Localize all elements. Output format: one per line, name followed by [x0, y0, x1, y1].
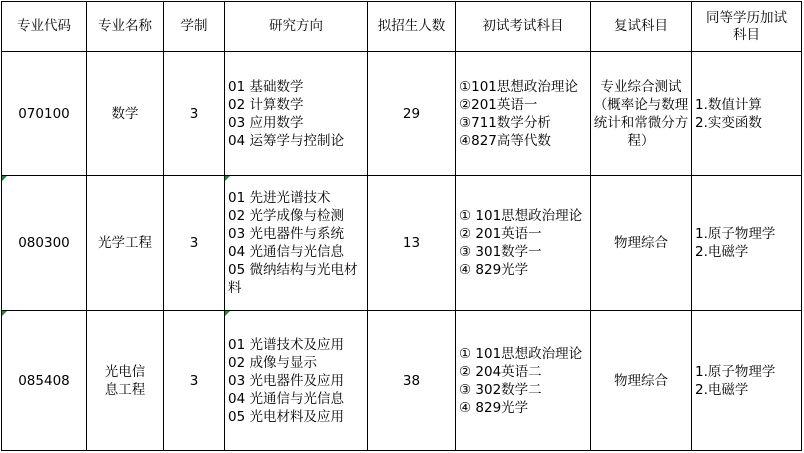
direction-item: 03 光电器件及应用 [228, 372, 344, 389]
study-years: 3 [164, 176, 225, 311]
exam-item: ①101思想政治理论 [459, 78, 578, 95]
extra-subjects [692, 311, 802, 451]
header-row [2, 2, 802, 52]
exam-item: ④ 829光学 [459, 262, 529, 278]
research-directions [225, 311, 368, 451]
retest-subject: 物理综合 [591, 311, 692, 451]
quota: 29 [368, 52, 456, 176]
exam-subjects [456, 52, 591, 176]
major-code: 085408 [2, 311, 87, 451]
major-name: 光学工程 [87, 176, 164, 311]
extra-item: 1.原子物理学 [695, 363, 776, 380]
exam-item: ②201英语一 [459, 96, 538, 113]
direction-item: 05 光电材料及应用 [228, 408, 344, 425]
direction-item: 01 基础数学 [228, 78, 304, 95]
study-years: 3 [164, 311, 225, 451]
exam-item: ② 204英语二 [459, 363, 542, 380]
header-quota: 拟招生人数 [368, 2, 456, 52]
direction-item: 01 先进光谱技术 [228, 190, 331, 206]
retest-subject: 物理综合 [591, 176, 692, 311]
direction-item: 04 运筹学与控制论 [228, 132, 344, 149]
exam-item: ① 101思想政治理论 [459, 345, 583, 362]
exam-item: ① 101思想政治理论 [459, 208, 583, 224]
table-row [2, 176, 802, 311]
research-directions [225, 176, 368, 311]
exam-item: ② 201英语一 [459, 226, 542, 242]
extra-item: 1.数值计算 [695, 96, 762, 113]
major-code: 070100 [2, 52, 87, 176]
header-retest: 复试科目 [591, 2, 692, 52]
table-row [2, 311, 802, 451]
admissions-table [1, 1, 802, 451]
study-years: 3 [164, 52, 225, 176]
major-code: 080300 [2, 176, 87, 311]
direction-item: 03 光电器件与系统 [228, 226, 344, 242]
exam-item: ③ 301数学一 [459, 244, 542, 260]
exam-item: ③711数学分析 [459, 114, 551, 131]
direction-item: 01 光谱技术及应用 [228, 336, 344, 353]
exam-subjects [456, 311, 591, 451]
header-code: 专业代码 [2, 2, 87, 52]
research-directions [225, 52, 368, 176]
direction-item: 02 光学成像与检测 [228, 208, 344, 224]
direction-item: 04 光通信与光信息 [228, 244, 344, 260]
major-name: 数学 [87, 52, 164, 176]
header-name: 专业名称 [87, 2, 164, 52]
header-exams: 初试考试科目 [456, 2, 591, 52]
header-years: 学制 [164, 2, 225, 52]
direction-item: 03 应用数学 [228, 114, 304, 131]
quota: 13 [368, 176, 456, 311]
header-directions: 研究方向 [225, 2, 368, 52]
retest-subject: 专业综合测试（概率论与数理统计和常微分方程） [591, 52, 692, 176]
exam-item: ③ 302数学二 [459, 381, 542, 398]
extra-item: 1.原子物理学 [695, 226, 776, 242]
direction-item: 05 微纳结构与光电材料 [228, 262, 358, 296]
table-row [2, 52, 802, 176]
extra-subjects [692, 176, 802, 311]
header-extra: 同等学历加试科目 [692, 2, 802, 52]
major-name: 光电信息工程 [87, 311, 164, 451]
extra-item: 2.实变函数 [695, 114, 762, 131]
direction-item: 04 光通信与光信息 [228, 390, 344, 407]
extra-subjects [692, 52, 802, 176]
exam-item: ④827高等代数 [459, 132, 551, 149]
quota: 38 [368, 311, 456, 451]
direction-item: 02 计算数学 [228, 96, 304, 113]
extra-item: 2.电磁学 [695, 244, 749, 260]
direction-item: 02 成像与显示 [228, 354, 317, 371]
extra-item: 2.电磁学 [695, 381, 749, 398]
exam-item: ④ 829光学 [459, 399, 529, 416]
exam-subjects [456, 176, 591, 311]
